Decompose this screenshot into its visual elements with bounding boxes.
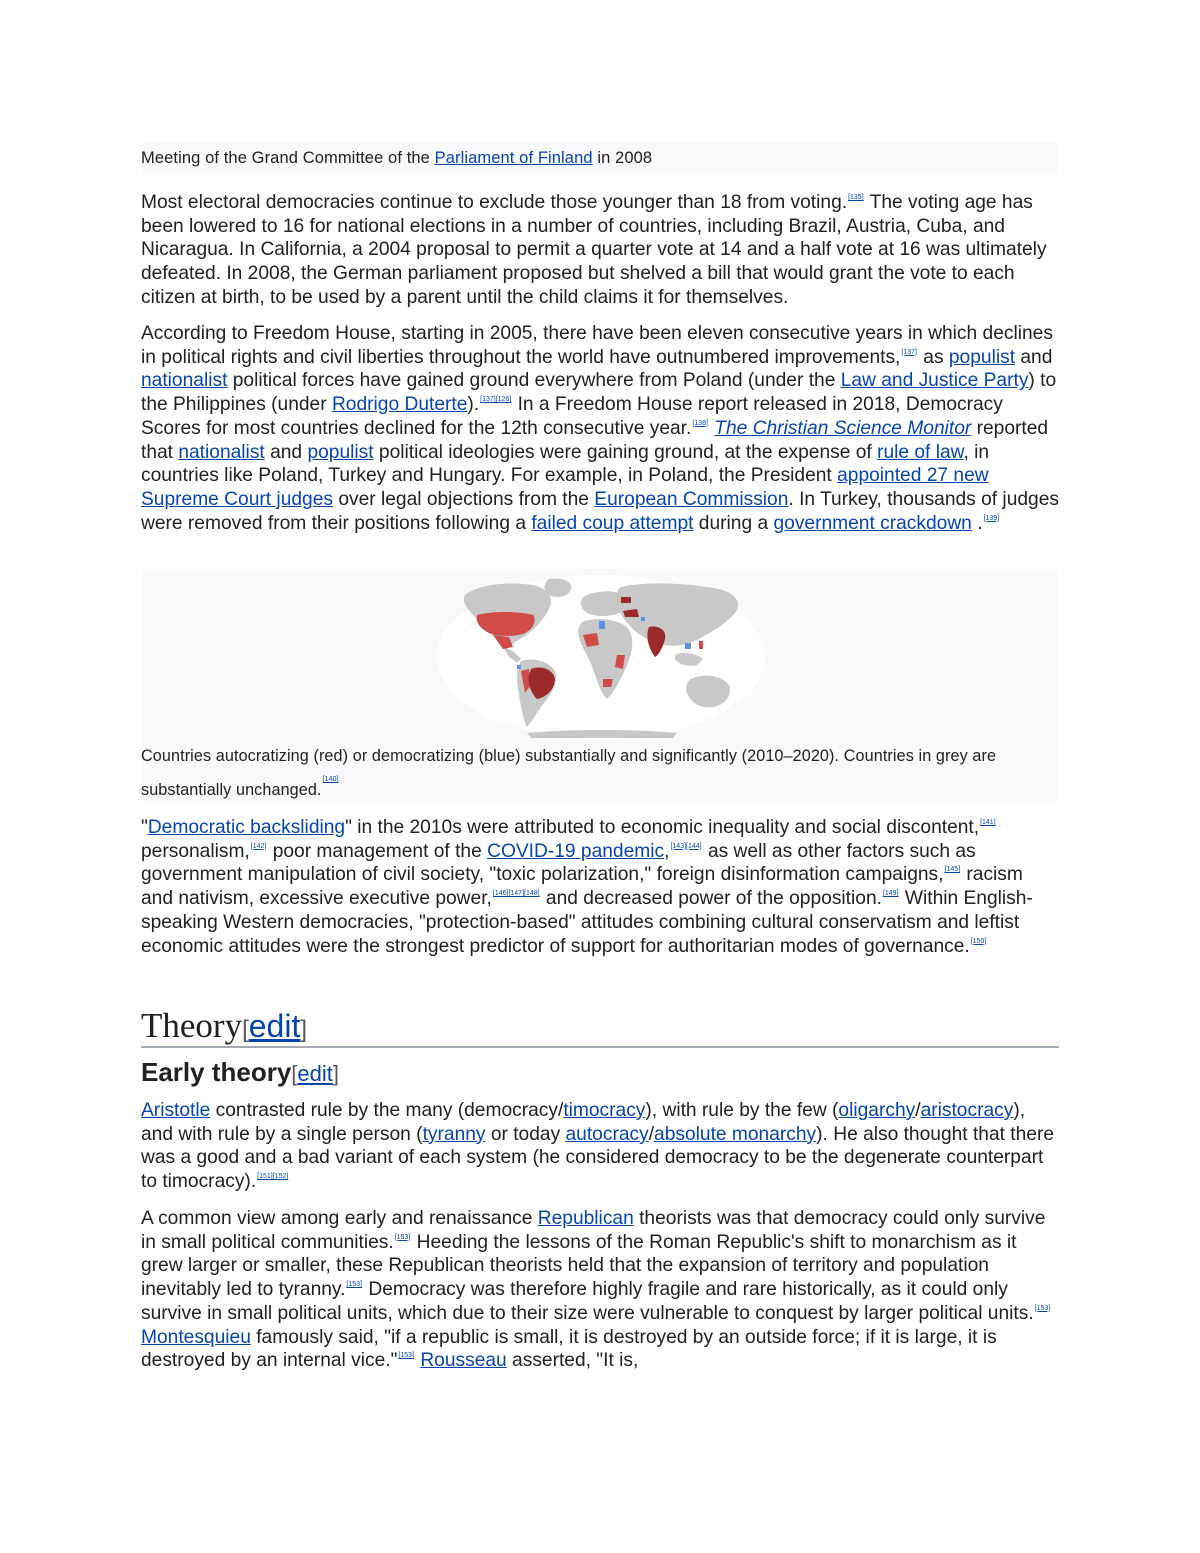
text: poor management of the	[267, 840, 488, 862]
bracket: [	[242, 1016, 249, 1043]
section-heading-early-theory	[141, 1055, 1059, 1091]
bracket: ]	[332, 1061, 340, 1086]
text: The voting age has been lowered to 16 for national elections in a number of countries, including Brazil, Austria, Cuba, and Nicaragua. In California, a 2004 proposal to permit a quarter vote at 14 and a half vote at 16 was ultimately defeated. In 2008, the German parliament proposed but shelved a bill that would grant the vote to each citizen at birth, to be used by a parent until the child claims it for themselves.	[141, 192, 1047, 308]
link-montesquieu[interactable]: Montesquieu	[141, 1326, 251, 1348]
text: over legal objections from the	[332, 488, 595, 510]
citation-ref[interactable]: [149]	[882, 890, 899, 898]
link-parliament-of-finland[interactable]: Parliament of Finland	[434, 149, 593, 167]
citation-ref[interactable]: [151][152]	[257, 1173, 289, 1181]
link-populist[interactable]: populist	[948, 346, 1016, 368]
link-supreme-court-judges[interactable]: appointed 27 new Supreme Court judges	[141, 465, 989, 510]
citation-ref[interactable]: [141]	[980, 819, 996, 826]
text: A common view among early and renaissance	[141, 1208, 538, 1229]
edit-section-wrapper	[242, 1008, 308, 1044]
citation-ref[interactable]: [137]	[901, 348, 917, 356]
text: Most electoral democracies continue to exclude those younger than 18 from voting.	[141, 192, 848, 213]
text: personalism,	[141, 840, 250, 862]
section-heading-theory	[141, 1004, 1059, 1048]
heading-title: Early theory	[141, 1057, 292, 1087]
paragraph-aristotle	[141, 1099, 1059, 1194]
citation-ref[interactable]: [153]	[346, 1281, 362, 1289]
map-figure	[141, 569, 1059, 801]
text: ).	[467, 394, 480, 416]
citation-ref[interactable]: [139]	[983, 514, 1000, 522]
citation-ref[interactable]: [142]	[250, 842, 267, 850]
greenland-shape	[545, 578, 572, 597]
caption-text: Meeting of the Grand Committee of the	[141, 149, 435, 167]
text: Heeding the lessons of the Roman Republic's shift to monarchism as it grew larger or smaller, these Republican theorists held that the expansion of territory and population inevitably led to tyranny.	[141, 1231, 1017, 1301]
citation-ref[interactable]: [153]	[394, 1233, 411, 1241]
text: ). He also thought that there was a good and a bad variant of each system (he considered democracy to be the degenerate counterpart to timocracy).	[141, 1123, 1055, 1193]
link-tyranny[interactable]: tyranny	[422, 1123, 486, 1145]
paragraph-republican-theorists	[141, 1207, 1059, 1373]
citation-ref[interactable]: [143][144]	[670, 842, 702, 850]
text: and	[1015, 346, 1053, 368]
citation-ref[interactable]: [140]	[322, 776, 339, 783]
link-democratic-backsliding[interactable]: Democratic backsliding	[147, 817, 346, 838]
paragraph-freedom-house	[141, 322, 1059, 535]
link-christian-science-monitor[interactable]: The Christian Science Monitor	[714, 417, 972, 439]
text: political forces have gained ground everywhere from Poland (under the	[227, 370, 841, 392]
citation-ref[interactable]: [153]	[1034, 1304, 1051, 1312]
link-absolute-monarchy[interactable]: absolute monarchy	[654, 1123, 817, 1145]
text: , in countries like Poland, Turkey and Hungary. For example, in Poland, the President	[141, 441, 990, 487]
link-rousseau[interactable]: Rousseau	[420, 1350, 507, 1372]
text: as well as other factors such as government manipulation of civil society, "toxic polarization," foreign disinformation campaigns,	[141, 840, 976, 886]
text: Within English-speaking Western democracies, "protection-based" attitudes combining cultural conservatism and leftist economic attitudes were the strongest predictor of support for authoritarian modes of governance.	[141, 888, 1033, 957]
text: Democracy was therefore highly fragile and rare historically, as it could only survive in small political units, which due to their size were vulnerable to conquest by larger political units.	[141, 1279, 1034, 1324]
text: contrasted rule by the many (democracy/	[210, 1100, 564, 1121]
text: ) to the Philippines (under	[141, 370, 1057, 416]
ecuador-shape	[517, 665, 521, 669]
link-nationalist[interactable]: nationalist	[141, 370, 228, 392]
paragraph-democratic-backsliding	[141, 816, 1059, 958]
citation-ref[interactable]: [137][126]	[480, 396, 512, 404]
text: . In Turkey, thousands of judges were removed from their positions following a	[141, 488, 1059, 534]
link-aristotle[interactable]: Aristotle	[141, 1100, 211, 1121]
ukraine-shape	[621, 597, 631, 603]
text: reported that	[141, 417, 1049, 463]
map-caption	[141, 739, 1059, 807]
text: /	[648, 1123, 655, 1145]
text: " in the 2010s were attributed to economic inequality and social discontent,	[345, 817, 980, 838]
text: According to Freedom House, starting in 2005, there have been eleven consecutive years in which declines in political rights and civil liberties throughout the world have outnumbered improvements,	[141, 323, 1053, 368]
text: as	[917, 346, 949, 368]
text: /	[915, 1100, 921, 1121]
bracket: ]	[300, 1016, 308, 1043]
text: asserted, "It is,	[506, 1350, 639, 1372]
link-nationalist[interactable]: nationalist	[178, 441, 265, 463]
armenia-shape	[641, 617, 645, 621]
citation-ref[interactable]: [153]	[398, 1352, 414, 1360]
link-rodrigo-duterte[interactable]: Rodrigo Duterte	[331, 394, 468, 416]
caption-text: in 2008	[592, 149, 653, 167]
link-covid-19-pandemic[interactable]: COVID-19 pandemic	[487, 840, 665, 862]
citation-ref[interactable]: [146][147][148]	[492, 890, 540, 898]
text: "	[141, 817, 148, 838]
text: political ideologies were gaining ground, at the expense of	[373, 441, 878, 463]
text: and	[264, 441, 308, 463]
edit-section-link[interactable]: edit	[248, 1008, 301, 1044]
link-republican[interactable]: Republican	[537, 1208, 634, 1229]
link-timocracy[interactable]: timocracy	[563, 1100, 646, 1121]
text: .	[971, 512, 983, 534]
link-rule-of-law[interactable]: rule of law	[877, 441, 964, 463]
figure-caption-parliament	[141, 142, 1059, 175]
malaysia-shape	[685, 643, 691, 649]
heading-title: Theory	[141, 1006, 243, 1045]
text: theorists was that democracy could only survive in small political communities.	[141, 1208, 1046, 1253]
text: famously said, "if a republic is small, it is destroyed by an outside force; if it is large, it is destroyed by an internal vice."	[141, 1326, 997, 1372]
text: ), and with rule by a single person (	[141, 1100, 1026, 1145]
tunisia-shape	[599, 621, 605, 629]
text: In a Freedom House report released in 2018, Democracy Scores for most countries declined for the 12th consecutive year.	[141, 394, 1003, 439]
link-failed-coup-attempt[interactable]: failed coup attempt	[531, 512, 694, 534]
citation-ref[interactable]: [150]	[970, 937, 987, 945]
world-autocratization-map[interactable]	[437, 575, 765, 739]
citation-ref[interactable]: [145]	[944, 866, 961, 874]
link-autocracy[interactable]: autocracy	[565, 1123, 649, 1145]
text: racism and nativism, excessive executive power,	[141, 864, 1023, 910]
text: during a	[693, 512, 774, 534]
text: ), with rule by the few (	[645, 1100, 839, 1121]
citation-ref[interactable]: [135]	[848, 194, 864, 201]
philippines-shape	[699, 641, 703, 649]
edit-section-wrapper	[291, 1061, 339, 1086]
citation-ref[interactable]: [138]	[692, 419, 708, 427]
text: ,	[664, 840, 670, 862]
caption-text: Countries autocratizing (red) or democratizing (blue) substantially and significantly (2010–2020). Countries in grey are substantially unchanged.	[141, 747, 997, 799]
link-populist[interactable]: populist	[307, 441, 374, 463]
text: or today	[485, 1123, 566, 1145]
link-government-crackdown[interactable]: government crackdown	[773, 512, 972, 534]
link-european-commission[interactable]: European Commission	[594, 488, 789, 510]
edit-section-link[interactable]: edit	[297, 1061, 333, 1086]
bracket: [	[291, 1061, 298, 1086]
link-law-and-justice-party[interactable]: Law and Justice Party	[840, 370, 1029, 392]
text: and decreased power of the opposition.	[540, 888, 882, 910]
paragraph-voting-age	[141, 191, 1059, 310]
link-aristocracy[interactable]: aristocracy	[920, 1100, 1014, 1121]
link-oligarchy[interactable]: oligarchy	[838, 1100, 916, 1121]
